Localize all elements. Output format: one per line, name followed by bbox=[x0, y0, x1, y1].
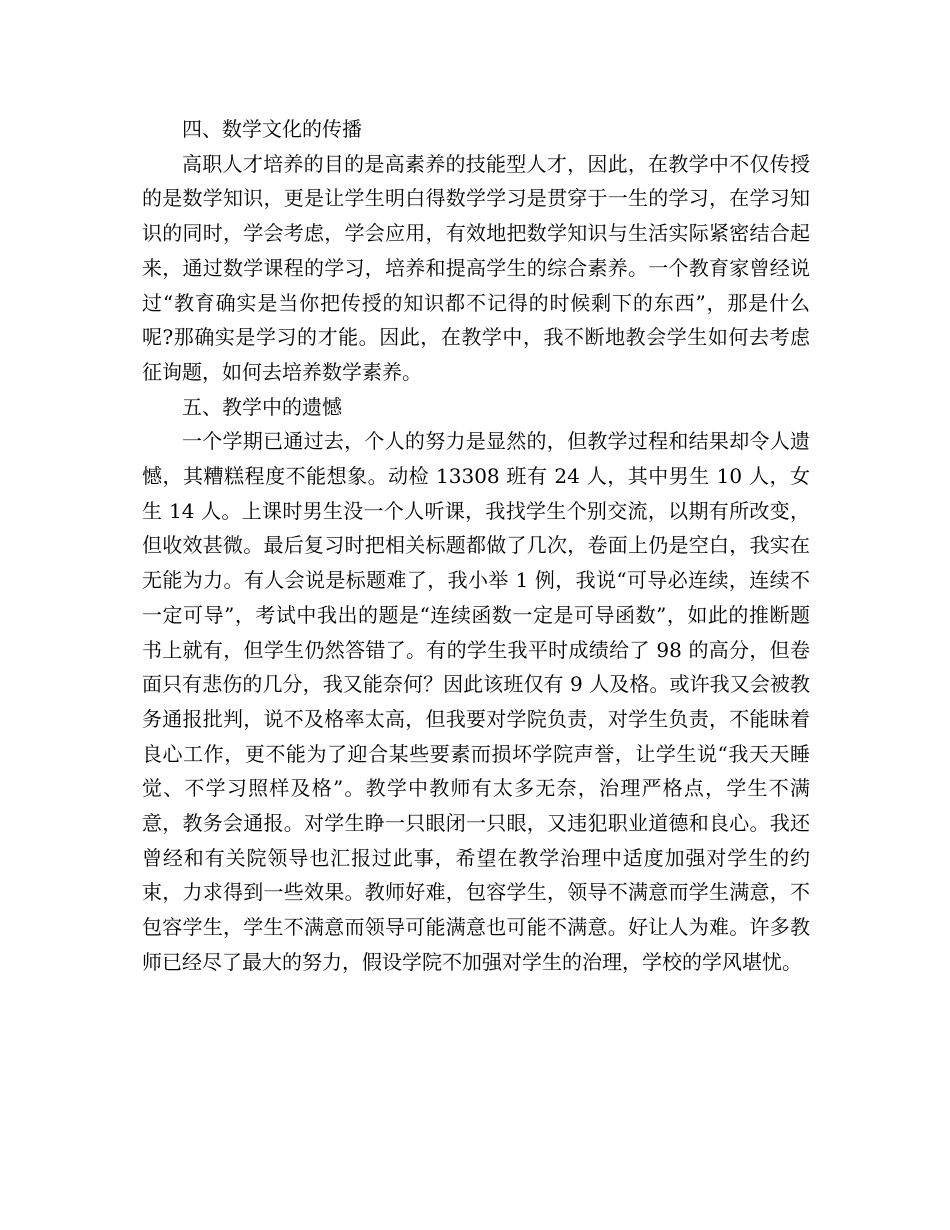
section-heading-5: 五、教学中的遗憾 bbox=[182, 394, 342, 419]
document-body bbox=[142, 112, 810, 980]
paragraph-math-culture: 高职人才培养的目的是高素养的技能型人才，因此，在教学中不仅传授的是数学知识，更是让学生明白得数学学习是贯穿于一生的学习，在学习知识的同时，学会考虑，学会应用，有效地把数学知识与生活实际紧密结合起来，通过数学课程的学习，培养和提高学生的综合素养。一个教育家曾经说过“教育确实是当你把传授的知识都不记得的时候剩下的东西”，那是什么呢?那确实是学习的才能。因此，在教学中，我不断地教会学生如何去考虑征询题，如何去培养数学素养。 bbox=[142, 151, 810, 384]
section-heading-4: 四、数学文化的传播 bbox=[182, 117, 362, 141]
paragraph-teaching-regrets: 一个学期已通过去，个人的努力是显然的，但教学过程和结果却令人遗憾，其糟糕程度不能想象。动检 13308 班有 24 人，其中男生 10 人，女生 14 人。上课时男生没一个人听课，我找学生个别交流，以期有所改变，但收效甚微。最后复习时把相关标题都做了几次，卷面上仍是空白，我实在无能为力。有人会说是标题难了，我小举 1 例，我说“可导必连续，连续不一定可导”，考试中我出的题是“连续函数一定是可导函数”，如此的推断题书上就有，但学生仍然答错了。有的学生我平时成绩给了 98 的高分，但卷面只有悲伤的几分，我又能奈何？因此该班仅有 9 人及格。或许我又会被教务通报批判，说不及格率太高，但我要对学院负责，对学生负责，不能昧着良心工作，更不能为了迎合某些要素而损坏学院声誉，让学生说“我天天睡觉、不学习照样及格”。教学中教师有太多无奈，治理严格点，学生不满意，教务会通报。对学生睁一只眼闭一只眼，又违犯职业道德和良心。我还曾经和有关院领导也汇报过此事，希望在教学治理中适度加强对学生的约束，力求得到一些效果。教师好难，包容学生，领导不满意而学生满意，不包容学生，学生不满意而领导可能满意也可能不满意。好让人为难。许多教师已经尽了最大的努力，假设学院不加强对学生的治理，学校的学风堪忧。 bbox=[142, 429, 810, 974]
